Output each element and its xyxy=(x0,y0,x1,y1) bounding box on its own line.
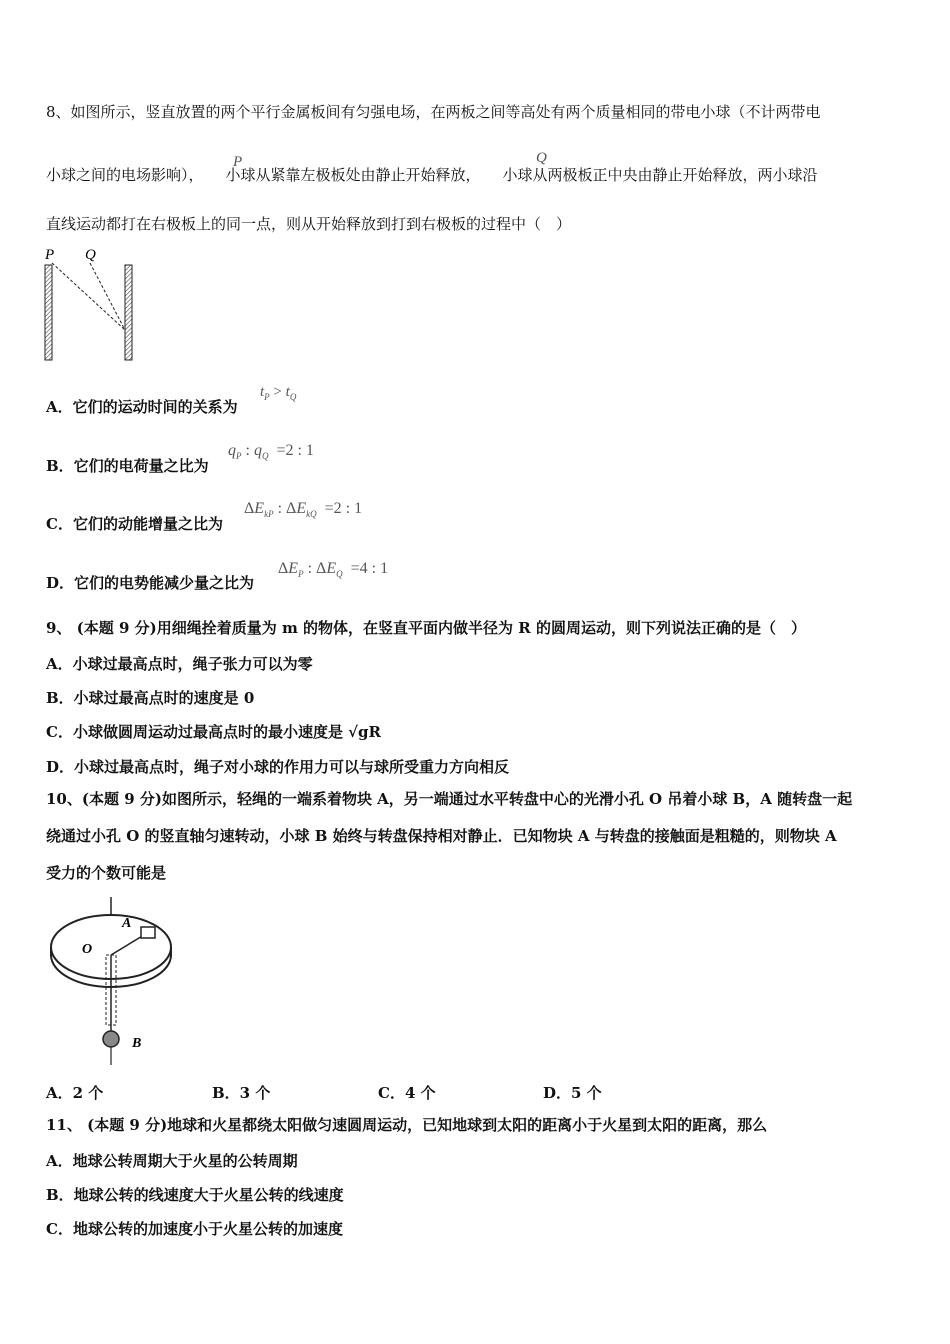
q9-option-a: A．小球过最高点时，绳子张力可以为零 xyxy=(46,655,313,673)
q8-line2-part1: 小球之间的电场影响）， xyxy=(46,166,204,184)
q11-option-b: B．地球公转的线速度大于火星公转的线速度 xyxy=(46,1186,344,1204)
q8-figure-label-p: P xyxy=(45,247,55,263)
q8-option-a-math: $t_P > t_Q$ xyxy=(260,384,297,402)
q9-stem: 9、 (本题 9 分)用细绳拴着质量为 m 的物体，在竖直平面内做半径为 R 的圆周运动，则下列说法正确的是（ ） xyxy=(46,619,806,637)
q11-stem: 11、 (本题 9 分)地球和火星都绕太阳做匀速圆周运动，已知地球到太阳的距离小于火星到太阳的距离，那么 xyxy=(46,1116,768,1134)
q8-p-symbol: P xyxy=(233,154,243,170)
q10-figure-turntable xyxy=(44,895,194,1070)
q8-figure-plates xyxy=(40,245,140,365)
q8-line1: 8、如图所示，竖直放置的两个平行金属板间有匀强电场，在两板之间等高处有两个质量相同的带电小球（不计两带电 xyxy=(46,103,821,121)
q10-option-a: A．2 个 xyxy=(46,1084,104,1102)
ball-b xyxy=(103,1031,119,1047)
q8-option-c-math: $\Delta E_{kP}$ : $\Delta E_{kQ} =2$ : 1 xyxy=(244,500,363,520)
q8-q-symbol: Q xyxy=(536,150,547,166)
q8-option-b: B．它们的电荷量之比为 xyxy=(46,457,209,475)
q10-option-b: B．3 个 xyxy=(212,1084,271,1102)
q9-option-b: B．小球过最高点时的速度是 0 xyxy=(46,689,255,707)
q8-option-d-math: $\Delta E_P$ : $\Delta E_Q =4$ : 1 xyxy=(278,560,389,580)
q9-option-c: C．小球做圆周运动过最高点时的最小速度是 √gR xyxy=(46,723,381,741)
q8-line2 xyxy=(46,166,818,184)
q8-line2-part3: 小球从两极板正中央由静止开始释放，两小球沿 xyxy=(502,166,818,184)
q11-option-a: A．地球公转周期大于火星的公转周期 xyxy=(46,1152,298,1170)
q8-option-c: C．它们的动能增量之比为 xyxy=(46,515,223,533)
right-plate xyxy=(125,265,132,360)
q11-option-c: C．地球公转的加速度小于火星公转的加速度 xyxy=(46,1220,343,1238)
q8-option-d: D．它们的电势能减少量之比为 xyxy=(46,574,255,592)
label-b: B xyxy=(132,1036,142,1051)
q10-line2: 绕通过小孔 O 的竖直轴匀速转动，小球 B 始终与转盘保持相对静止．已知物块 A 与转盘的接触面是粗糙的，则物块 A xyxy=(46,827,837,845)
q10-line1: 10、(本题 9 分)如图所示，轻绳的一端系着物块 A，另一端通过水平转盘中心的光滑小孔 O 吊着小球 B，A 随转盘一起 xyxy=(46,790,853,808)
block-a xyxy=(141,927,155,938)
q8-option-b-math: $q_P$ : $q_Q =2$ : 1 xyxy=(228,442,314,462)
q8-line2-part2: 小球从紧靠左极板处由静止开始释放， xyxy=(225,166,481,184)
left-plate xyxy=(45,265,52,360)
q8-line3: 直线运动都打在右极板上的同一点，则从开始释放到打到右极板的过程中（ ） xyxy=(46,215,572,233)
q10-option-c: C．4 个 xyxy=(378,1084,436,1102)
q-trajectory xyxy=(90,263,125,330)
q8-option-a: A．它们的运动时间的关系为 xyxy=(46,398,238,416)
label-o: O xyxy=(82,942,93,957)
q10-line3: 受力的个数可能是 xyxy=(46,864,167,882)
p-trajectory xyxy=(52,263,125,330)
q8-figure-label-q: Q xyxy=(85,247,96,263)
q10-option-d: D．5 个 xyxy=(543,1084,602,1102)
label-a: A xyxy=(122,916,132,931)
q9-option-d: D．小球过最高点时，绳子对小球的作用力可以与球所受重力方向相反 xyxy=(46,758,510,776)
